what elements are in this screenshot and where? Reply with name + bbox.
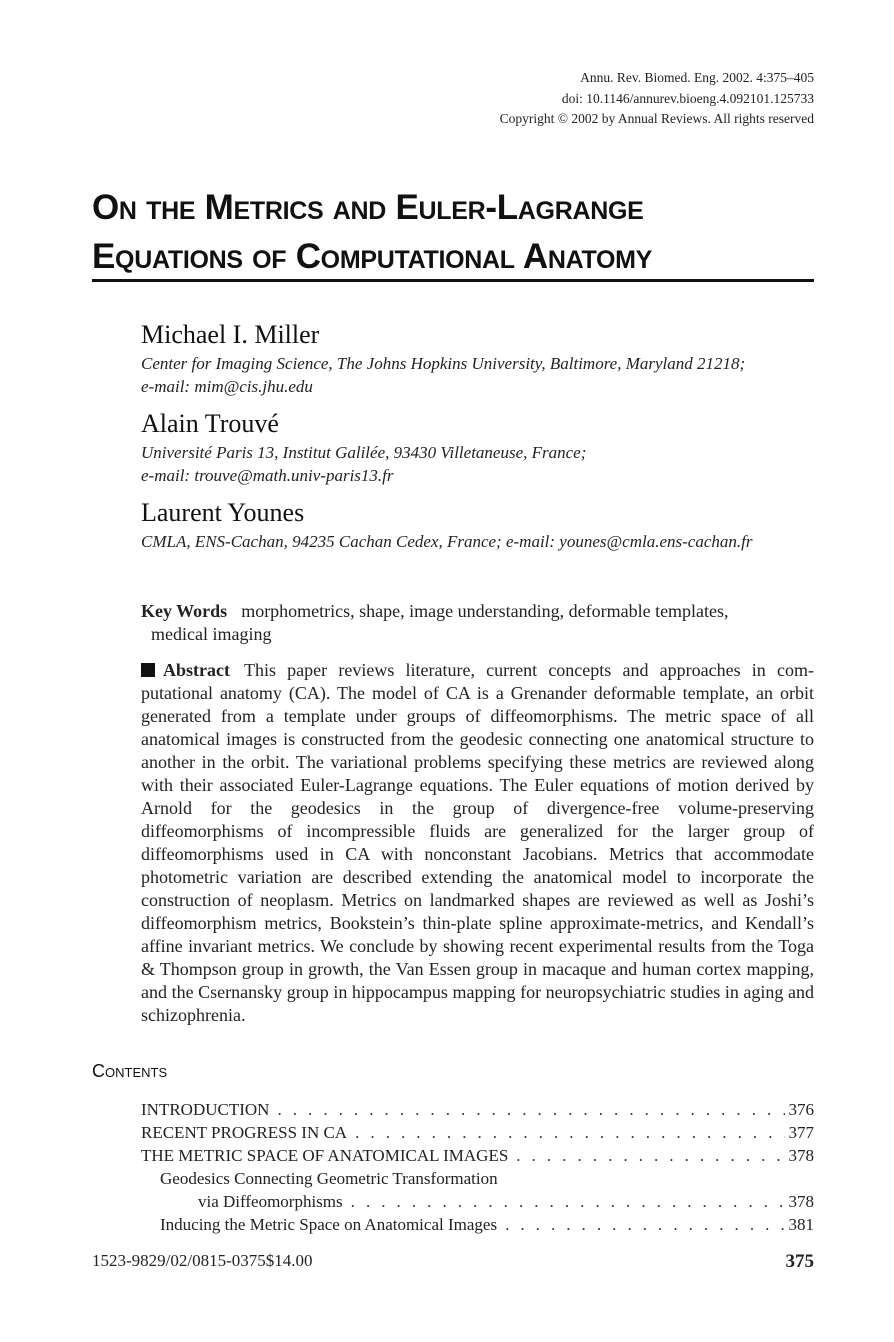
contents-heading: Contents — [92, 1061, 168, 1081]
page-number: 375 — [785, 1251, 814, 1272]
toc-leader — [355, 1121, 784, 1144]
author-affiliation: Center for Imaging Science, The Johns Hopkins University, Baltimore, Maryland 21218; — [141, 354, 746, 373]
toc-leader — [277, 1098, 784, 1121]
author-affiliation: CMLA, ENS-Cachan, 94235 Cachan Cedex, France; e-mail: younes@cmla.ens-cachan.fr — [141, 532, 753, 551]
toc-entry[interactable] — [141, 1121, 814, 1144]
table-of-contents — [141, 1098, 814, 1236]
paper-title — [92, 183, 814, 281]
toc-leader — [351, 1190, 785, 1213]
toc-entry-title: RECENT PROGRESS IN CA — [141, 1123, 348, 1142]
square-bullet-icon — [141, 663, 155, 677]
toc-entry-title: Inducing the Metric Space on Anatomical Images — [160, 1215, 498, 1234]
toc-entry-title: Geodesics Connecting Geometric Transformation — [160, 1169, 498, 1188]
toc-entry-title: via Diffeomorphisms — [198, 1192, 343, 1211]
author-list — [141, 318, 821, 562]
keywords-text: morphometrics, shape, image understanding, deformable templates, — [241, 601, 729, 621]
abstract-label: Abstract — [163, 660, 230, 680]
toc-subentry[interactable] — [141, 1167, 814, 1190]
toc-entry-page: 378 — [788, 1146, 814, 1165]
title-rule — [92, 279, 814, 282]
author-name: Laurent Younes — [141, 498, 305, 527]
author-email: e-mail: mim@cis.jhu.edu — [141, 377, 313, 396]
title-line-1: On the Metrics and Euler-Lagrange — [92, 188, 644, 227]
issn-code: 1523-9829/02/0815-0375$14.00 — [92, 1251, 313, 1270]
author-block — [141, 496, 821, 553]
toc-entry-title: THE METRIC SPACE OF ANATOMICAL IMAGES — [141, 1146, 509, 1165]
author-block — [141, 318, 821, 398]
abstract-text: This paper reviews literature, current concepts and approaches in computational anatomy (CA). The model of CA is a Grenander deformable template, an orbit generated from a template under groups of diffeomorphisms. The metric space of all anatomical images is constructed from the geodesic connecting one anatomical structure to another in the orbit. The variational problems specifying these metrics are reviewed along with their associated Euler-Lagrange equations. The Euler equations of motion derived by Arnold for the geodesics in the group of divergence-free volume-preserving diffeomorphisms of incompressible fluids are generalized for the larger group of diffeomorphisms used in CA with nonconstant Jacobians. Metrics that accommodate photometric variation are described extending the anatomical model to incorporate the construction of neoplasm. Metrics on landmarked shapes are reviewed as well as Joshi’s diffeomorphism metrics, Bookstein’s thin-plate spline approximate-metrics, and Kendall’s affine invariant metrics. We conclude by showing recent experimental results from the Toga & Thompson group in growth, the Van Essen group in macaque and human cortex mapping, and the Csernansky group in hippocampus mapping for neuropsychiatric studies in aging and schizophrenia. — [141, 660, 814, 1025]
toc-entry-page: 378 — [788, 1192, 814, 1211]
toc-entry-page: 381 — [788, 1215, 814, 1234]
title-line-2: Equations of Computational Anatomy — [92, 237, 653, 276]
journal-citation: Annu. Rev. Biomed. Eng. 2002. 4:375–405 — [580, 70, 814, 85]
toc-subentry[interactable] — [141, 1213, 814, 1236]
keywords-text-continued: medical imaging — [151, 624, 272, 644]
toc-entry-title: INTRODUCTION — [141, 1100, 270, 1119]
toc-leader — [505, 1213, 784, 1236]
toc-subentry-continued[interactable] — [141, 1190, 814, 1213]
author-email: e-mail: trouve@math.univ-paris13.fr — [141, 466, 394, 485]
author-affiliation: Université Paris 13, Institut Galilée, 93430 Villetaneuse, France; — [141, 443, 587, 462]
author-block — [141, 407, 821, 487]
toc-entry[interactable] — [141, 1144, 814, 1167]
doi: doi: 10.1146/annurev.bioeng.4.092101.125733 — [561, 90, 814, 106]
keywords — [141, 600, 814, 646]
toc-entry-page: 376 — [788, 1100, 814, 1119]
journal-header — [500, 68, 814, 130]
toc-entry[interactable] — [141, 1098, 814, 1121]
keywords-label: Key Words — [141, 601, 228, 621]
toc-entry-page: 377 — [788, 1123, 814, 1142]
abstract — [141, 659, 814, 1027]
copyright: Copyright © 2002 by Annual Reviews. All rights reserved — [499, 111, 814, 126]
toc-leader — [516, 1144, 784, 1167]
author-name: Alain Trouvé — [141, 409, 279, 438]
author-name: Michael I. Miller — [141, 320, 320, 349]
